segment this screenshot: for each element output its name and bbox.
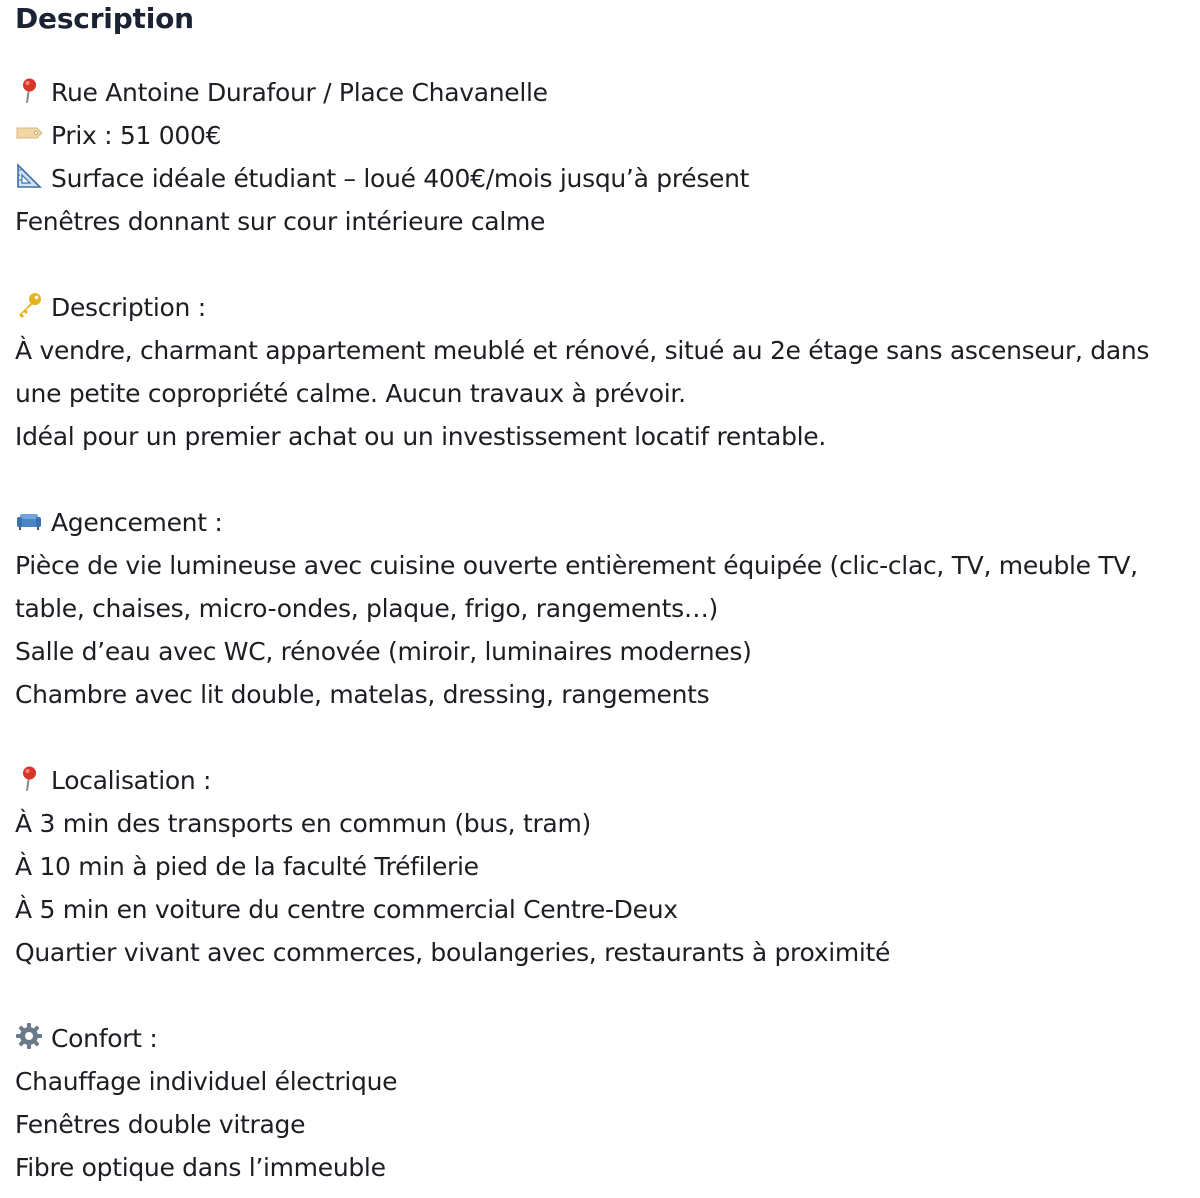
localisation-line-1: À 3 min des transports en commun (bus, tram) xyxy=(15,809,591,838)
description-line-1: À vendre, charmant appartement meublé et rénové, situé au 2e étage sans ascenseur, dans xyxy=(15,336,1150,365)
spacer xyxy=(15,716,1200,759)
agencement-line-3: Salle d’eau avec WC, rénovée (miroir, luminaires modernes) xyxy=(15,637,752,666)
price-line xyxy=(15,114,1200,157)
spacer xyxy=(15,458,1200,501)
address-text: Rue Antoine Durafour / Place Chavanelle xyxy=(51,78,548,107)
pushpin-icon xyxy=(15,764,43,792)
agencement-line-2: table, chaises, micro-ondes, plaque, frigo, rangements…) xyxy=(15,594,718,623)
price-text: Prix : 51 000€ xyxy=(51,121,222,150)
address-line xyxy=(15,71,1200,114)
confort-line-3: Fibre optique dans l’immeuble xyxy=(15,1153,386,1182)
confort-heading xyxy=(15,1017,1200,1060)
spacer xyxy=(15,243,1200,286)
price-tag-icon xyxy=(15,119,43,147)
description-heading-text: Description : xyxy=(51,293,206,322)
description-heading xyxy=(15,286,1200,329)
description-line-3: Idéal pour un premier achat ou un investissement locatif rentable. xyxy=(15,422,827,451)
agencement-line-4: Chambre avec lit double, matelas, dressing, rangements xyxy=(15,680,710,709)
surface-line xyxy=(15,157,1200,200)
agencement-heading-text: Agencement : xyxy=(51,508,223,537)
localisation-line-2: À 10 min à pied de la faculté Tréfilerie xyxy=(15,852,479,881)
couch-icon xyxy=(15,506,43,534)
confort-heading-text: Confort : xyxy=(51,1024,158,1053)
localisation-line-4: Quartier vivant avec commerces, boulangeries, restaurants à proximité xyxy=(15,938,891,967)
agencement-line-1: Pièce de vie lumineuse avec cuisine ouverte entièrement équipée (clic-clac, TV, meuble TV, xyxy=(15,551,1138,580)
gear-icon xyxy=(15,1022,43,1050)
windows-line: Fenêtres donnant sur cour intérieure calme xyxy=(15,207,546,236)
pushpin-icon xyxy=(15,76,43,104)
confort-line-2: Fenêtres double vitrage xyxy=(15,1110,306,1139)
localisation-heading xyxy=(15,759,1200,802)
localisation-line-3: À 5 min en voiture du centre commercial Centre-Deux xyxy=(15,895,678,924)
triangular-ruler-icon xyxy=(15,162,43,190)
spacer xyxy=(15,974,1200,1017)
surface-text: Surface idéale étudiant – loué 400€/mois jusqu’à présent xyxy=(51,164,750,193)
key-icon xyxy=(15,291,43,319)
localisation-heading-text: Localisation : xyxy=(51,766,212,795)
section-title: Description xyxy=(15,2,194,35)
description-line-2: une petite copropriété calme. Aucun travaux à prévoir. xyxy=(15,379,686,408)
confort-line-1: Chauffage individuel électrique xyxy=(15,1067,398,1096)
agencement-heading xyxy=(15,501,1200,544)
description-content xyxy=(15,71,1200,1189)
